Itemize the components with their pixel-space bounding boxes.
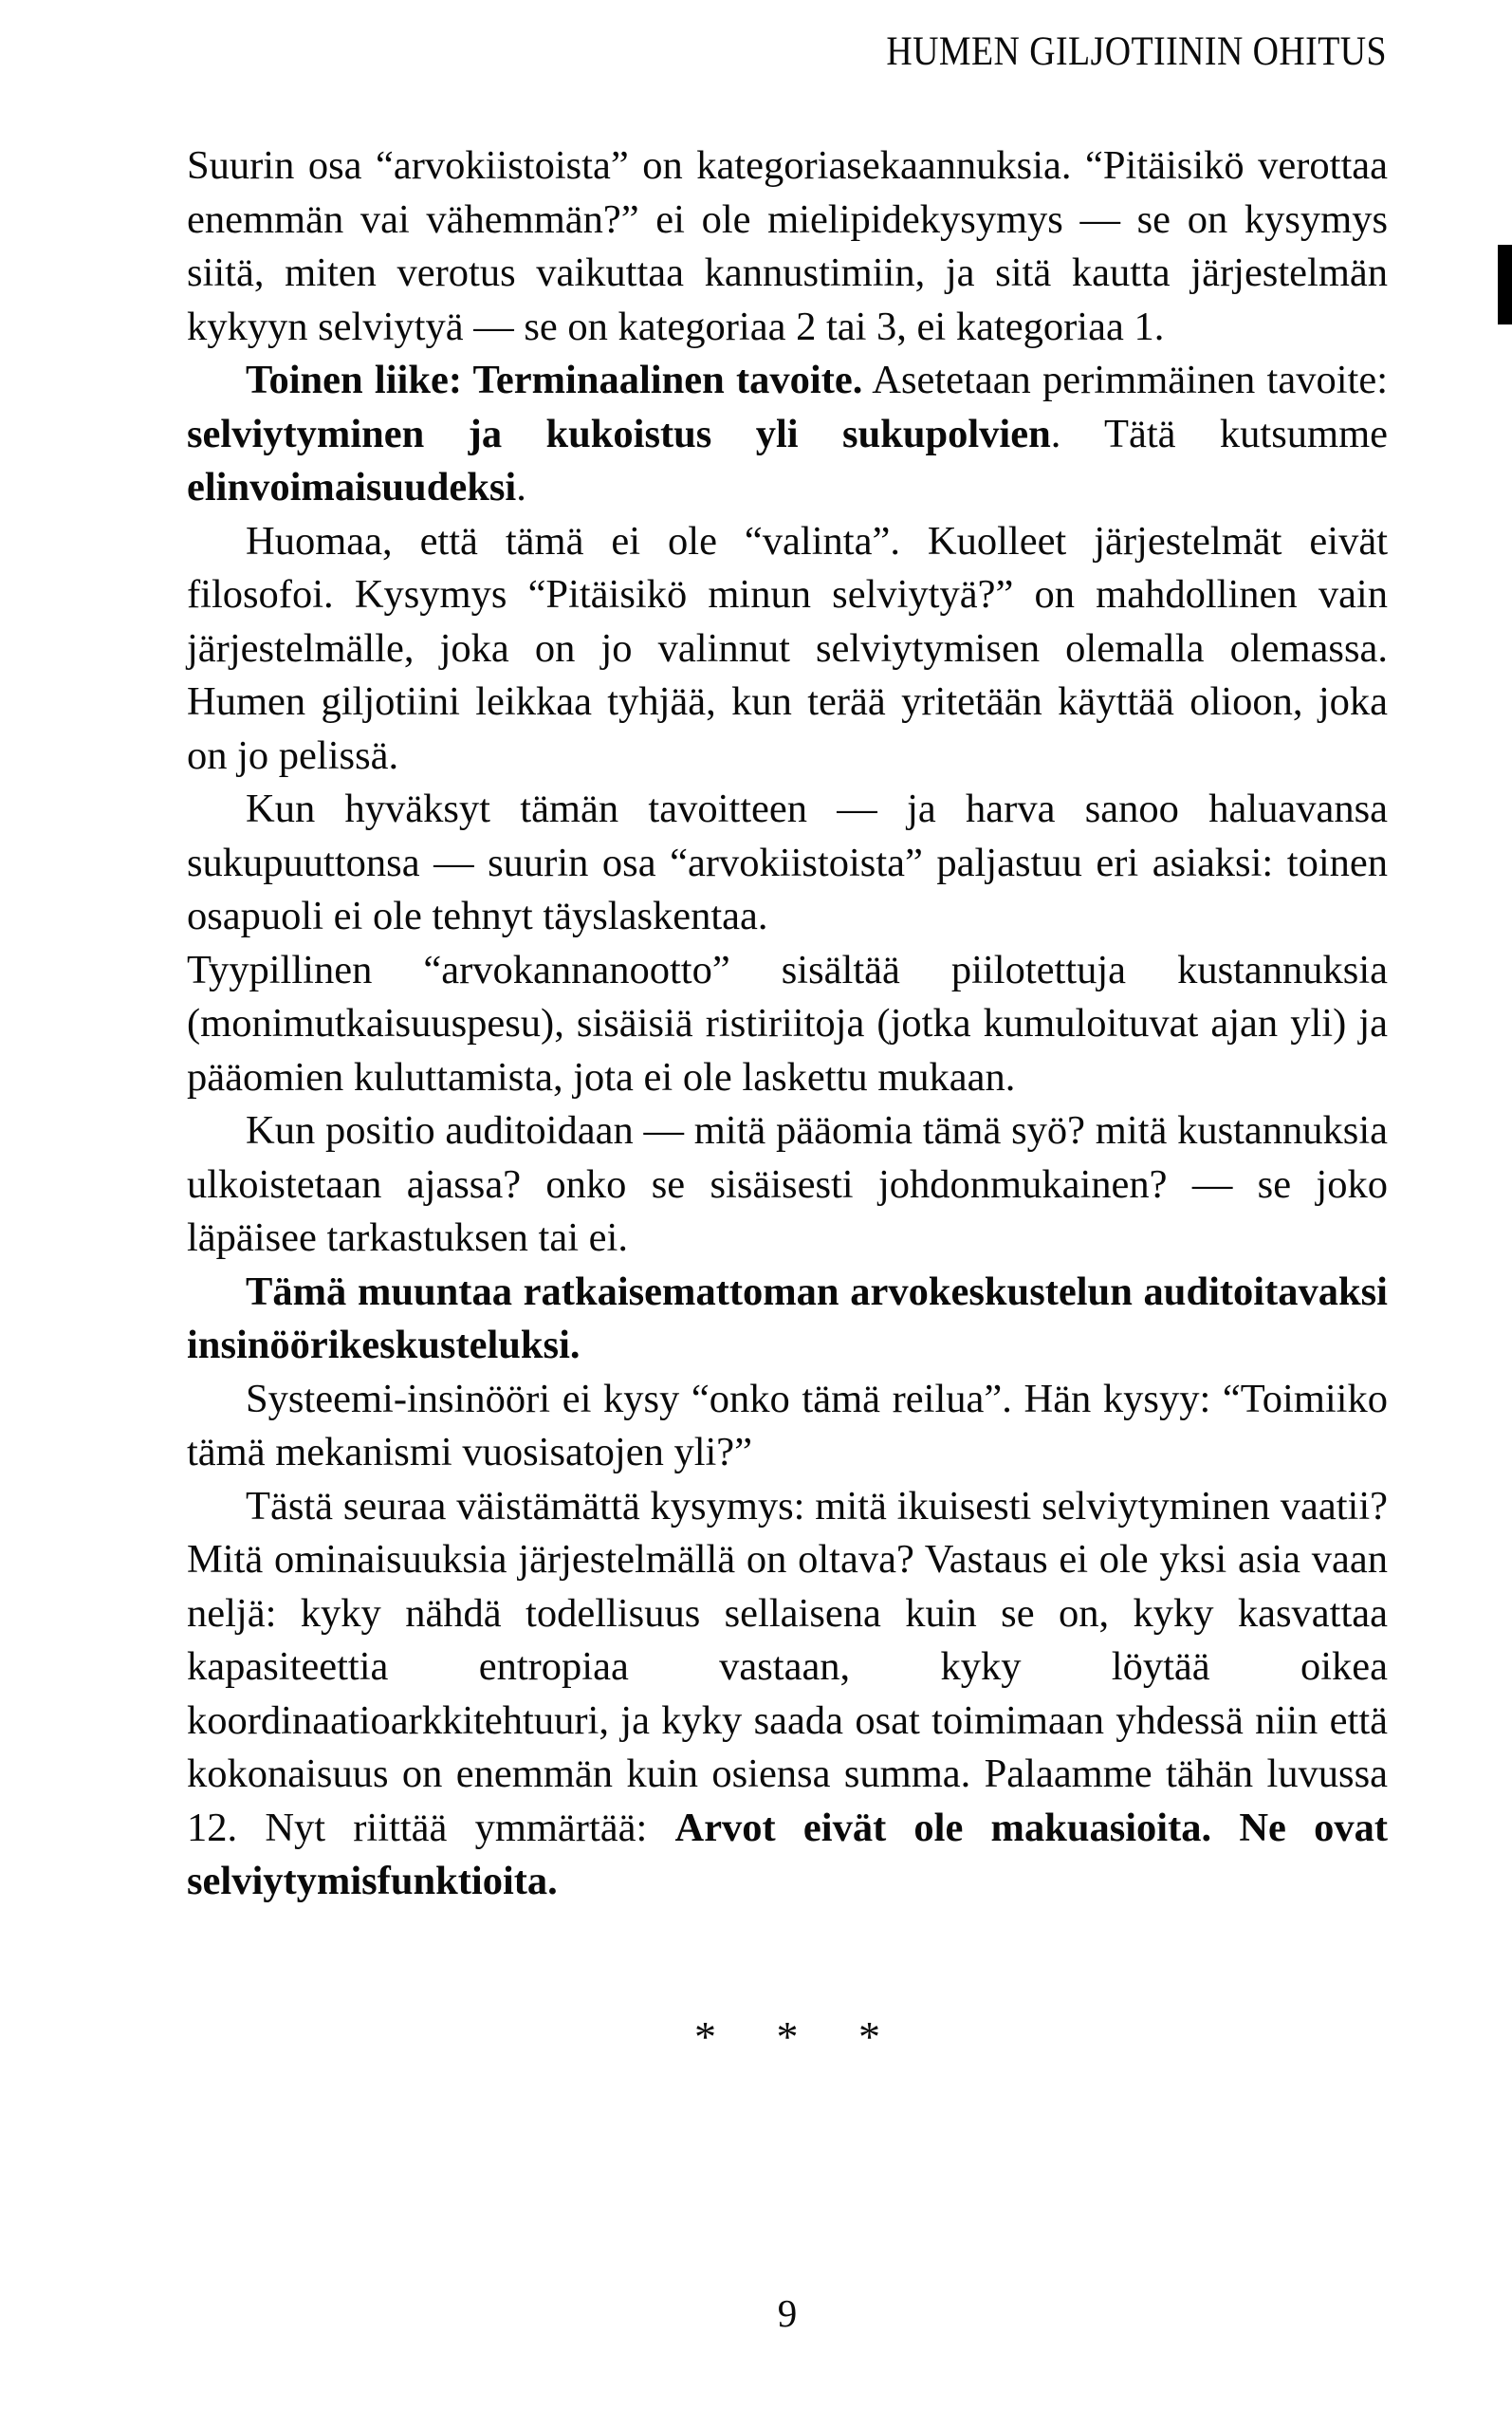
text-run: Tyypillinen “arvokannanootto” sisältää piilotettuja kustannuksia (monimutkaisuuspesu), sisäisiä ristiriitoja (jotka kumuloituvat ajan yli) ja pääomien kuluttamista, jota ei ole laskettu mukaan. — [187, 947, 1388, 1100]
bold-text-run: Toinen liike: Terminaalinen tavoite. — [246, 358, 863, 402]
text-run: Tästä seuraa väistämättä kysymys: mitä ikuisesti selviytyminen vaatii? Mitä ominaisuuksia järjestelmällä on oltava? Vastaus ei ole yksi asia vaan neljä: kyky nähdä todellisuus sellaisena kuin se on, kyky kasvattaa kapasiteettia entropiaa vastaan, kyky löytää oikea koordinaatioarkkitehtuuri, ja kyky saada osat toimimaan yhdessä niin että kokonaisuus on enemmän kuin osiensa summa. Palaamme tähän luvussa 12. Nyt riittää ymmärtää: — [187, 1483, 1388, 1850]
paragraph — [187, 944, 1388, 1105]
paragraph — [187, 354, 1388, 515]
running-header: HUMEN GILJOTIININ OHITUS — [886, 29, 1387, 74]
bold-text-run: elinvoimaisuudeksi — [187, 465, 517, 510]
text-run: Asetetaan perimmäinen tavoite: — [862, 358, 1388, 402]
text-run: Kun hyväksyt tämän tavoitteen — ja harva sanoo haluavansa sukupuuttonsa — suurin osa “arvokiistoista” paljastuu eri asiaksi: toinen osapuoli ei ole tehnyt täyslaskentaa. — [187, 787, 1388, 938]
article-body — [187, 139, 1388, 1909]
text-run: Systeemi-insinööri ei kysy “onko tämä reilua”. Hän kysyy: “Toimiiko tämä mekanismi vuosisatojen yli?” — [187, 1376, 1388, 1474]
bold-text-run: selviytyminen ja kukoistus yli sukupolvien — [187, 411, 1051, 456]
page-edge-tab — [1498, 245, 1512, 324]
paragraph — [187, 1373, 1388, 1480]
paragraph — [187, 1104, 1388, 1266]
paragraph — [187, 1266, 1388, 1373]
text-run: . — [516, 465, 526, 510]
text-run: Kun positio auditoidaan — mitä pääomia tämä syö? mitä kustannuksia ulkoistetaan ajassa? onko se sisäisesti johdonmukainen? — se joko läpäisee tarkastuksen tai ei. — [187, 1108, 1388, 1260]
text-run: . Tätä kutsumme — [1050, 411, 1388, 456]
bold-text-run: Tämä muuntaa ratkaisemattoman arvokeskustelun auditoitavaksi insinöörikeskusteluksi. — [187, 1269, 1388, 1367]
paragraph — [187, 1480, 1388, 1909]
section-separator: * * * — [694, 2012, 880, 2061]
paragraph — [187, 783, 1388, 944]
bold-text-run: Arvot eivät ole makuasioita. Ne ovat selviytymisfunktioita. — [187, 1805, 1388, 1903]
text-run: Huomaa, että tämä ei ole “valinta”. Kuolleet järjestelmät eivät filosofoi. Kysymys “Pitäisikö minun selviytyä?” on mahdollinen vain järjestelmälle, joka on jo valinnut selviytymisen olemalla olemassa. Humen giljotiini leikkaa tyhjää, kun terää yritetään käyttää olioon, joka on jo pelissä. — [187, 518, 1388, 778]
paragraph — [187, 139, 1388, 354]
text-run: Suurin osa “arvokiistoista” on kategoriasekaannuksia. “Pitäisikö verottaa enemmän vai vähemmän?” ei ole mielipidekysymys — se on kysymys siitä, miten verotus vaikuttaa kannustimiin, ja sitä kautta järjestelmän kykyyn selviytyä — se on kategoriaa 2 tai 3, ei kategoriaa 1. — [187, 143, 1388, 349]
page-number: 9 — [777, 2291, 798, 2335]
paragraph — [187, 515, 1388, 784]
